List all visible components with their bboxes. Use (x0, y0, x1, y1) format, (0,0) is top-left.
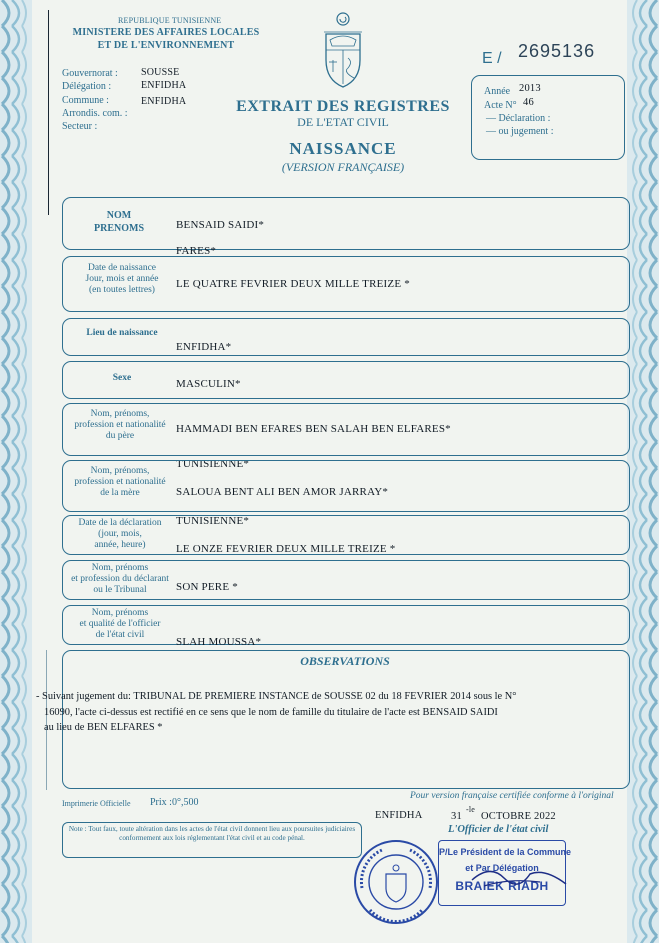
commune-value: ENFIDHA (141, 96, 187, 107)
date-naissance-label: Date de naissance Jour, mois et année (en toutes lettres) (85, 263, 159, 295)
declarant-label: Nom, prénoms et profession du déclarant ou le Tribunal (71, 563, 169, 595)
printer-label: Imprimerie Officielle (62, 799, 131, 808)
jugement-label: — ou jugement : (486, 126, 554, 137)
ministry-line-2: ET DE L'ENVIRONNEMENT (97, 40, 235, 51)
date-sup: -le (466, 805, 476, 814)
sexe-label: Sexe (112, 373, 132, 383)
stamp-name: BRAIEK RIADH (455, 879, 549, 893)
republic-text: REPUBLIQUE TUNISIENNE (118, 16, 222, 25)
sexe-value: MASCULIN* (176, 378, 241, 390)
mere-nationalite-value: TUNISIENNE* (176, 515, 250, 527)
declaration-label: — Déclaration : (486, 113, 551, 124)
stamp-line-2: et Par Délégation (465, 863, 539, 873)
stamp-line-1: P/Le Président de la Commune (439, 847, 572, 857)
date-day: 31 (451, 811, 462, 822)
delegation-label: Délégation : (62, 81, 112, 92)
nom-label-line: NOM PRENOMS (94, 210, 144, 234)
officier-value: SLAH MOUSSA* (176, 636, 262, 648)
prenoms-value: FARES* (176, 245, 217, 257)
lieu-naissance-label: Lieu de naissance (86, 328, 158, 338)
serial-number: 2695136 (518, 41, 596, 61)
officer-title: L'Officier de l'état civil (448, 824, 549, 835)
right-wave-border (627, 0, 659, 943)
delegation-value: ENFIDHA (141, 80, 187, 91)
pere-value: HAMMADI BEN EFARES BEN SALAH BEN ELFARES* (176, 423, 451, 435)
nom-value: BENSAID SAIDI* (176, 219, 265, 231)
pere-nationalite-value: TUNISIENNE* (176, 458, 250, 470)
commune-label: Commune : (62, 95, 109, 106)
secteur-label: Secteur : (62, 121, 98, 132)
gouvernorat-value: SOUSSE (141, 67, 180, 78)
declaration-date-value: LE ONZE FEVRIER DEUX MILLE TREIZE * (176, 543, 396, 555)
observation-line-2: 16090, l'acte ci-dessus est rectifié en ce sens que le nom de famille du titulaire de l'acte est BENSAID SAIDI (44, 707, 498, 718)
observations-title: OBSERVATIONS (300, 654, 390, 668)
document-subtitle: DE L'ETAT CIVIL (297, 115, 389, 129)
certified-text: Pour version française certifiée conforme à l'original (410, 791, 614, 801)
left-wave-border (0, 0, 32, 943)
declaration-date-label: Date de la déclaration (jour, mois, année, heure) (78, 518, 162, 550)
document-version: (VERSION FRANÇAISE) (281, 160, 405, 174)
date-rest: OCTOBRE 2022 (481, 811, 556, 822)
place-value: ENFIDHA (375, 810, 423, 821)
observation-line-3: au lieu de BEN ELFARES * (44, 722, 163, 733)
row-nom-label (64, 209, 174, 235)
officier-label: Nom, prénoms et qualité de l'officier de l'état civil (79, 608, 161, 640)
acte-value: 46 (523, 97, 534, 108)
pere-label: Nom, prénoms, profession et nationalité du père (74, 409, 166, 441)
arrondissement-label: Arrondis. com. : (62, 108, 128, 119)
ministry-line-1: MINISTERE DES AFFAIRES LOCALES (72, 27, 260, 38)
left-margin-rule (48, 10, 49, 215)
handwritten-signature (470, 860, 570, 896)
mere-value: SALOUA BENT ALI BEN AMOR JARRAY* (176, 486, 389, 498)
tunisia-coat-of-arms-icon (318, 10, 368, 90)
lieu-naissance-value: ENFIDHA* (176, 341, 232, 353)
serial-prefix: E / (482, 50, 502, 67)
document-title: EXTRAIT DES REGISTRES (236, 98, 450, 115)
price-label: Prix :0°,500 (150, 797, 199, 808)
document-type: NAISSANCE (289, 139, 397, 158)
date-naissance-value: LE QUATRE FEVRIER DEUX MILLE TREIZE * (176, 278, 410, 290)
mere-label: Nom, prénoms, profession et nationalité de la mère (74, 466, 166, 498)
annee-label: Année (484, 86, 511, 97)
legal-note: Note : Tout faux, toute altération dans les actes de l'état civil donnent lieu aux poursuites judiciaires conformement aux lois réglementant l'état civil et au code pénal. (68, 825, 356, 842)
round-official-seal-icon (352, 838, 440, 926)
observation-line-1: - Suivant jugement du: TRIBUNAL DE PREMIERE INSTANCE de SOUSSE 02 du 18 FEVRIER 2014 sous le N° (36, 691, 517, 702)
gouvernorat-label: Gouvernorat : (62, 68, 118, 79)
annee-value: 2013 (519, 83, 541, 94)
declarant-value: SON PERE * (176, 581, 238, 593)
acte-label: Acte N° (484, 100, 517, 111)
